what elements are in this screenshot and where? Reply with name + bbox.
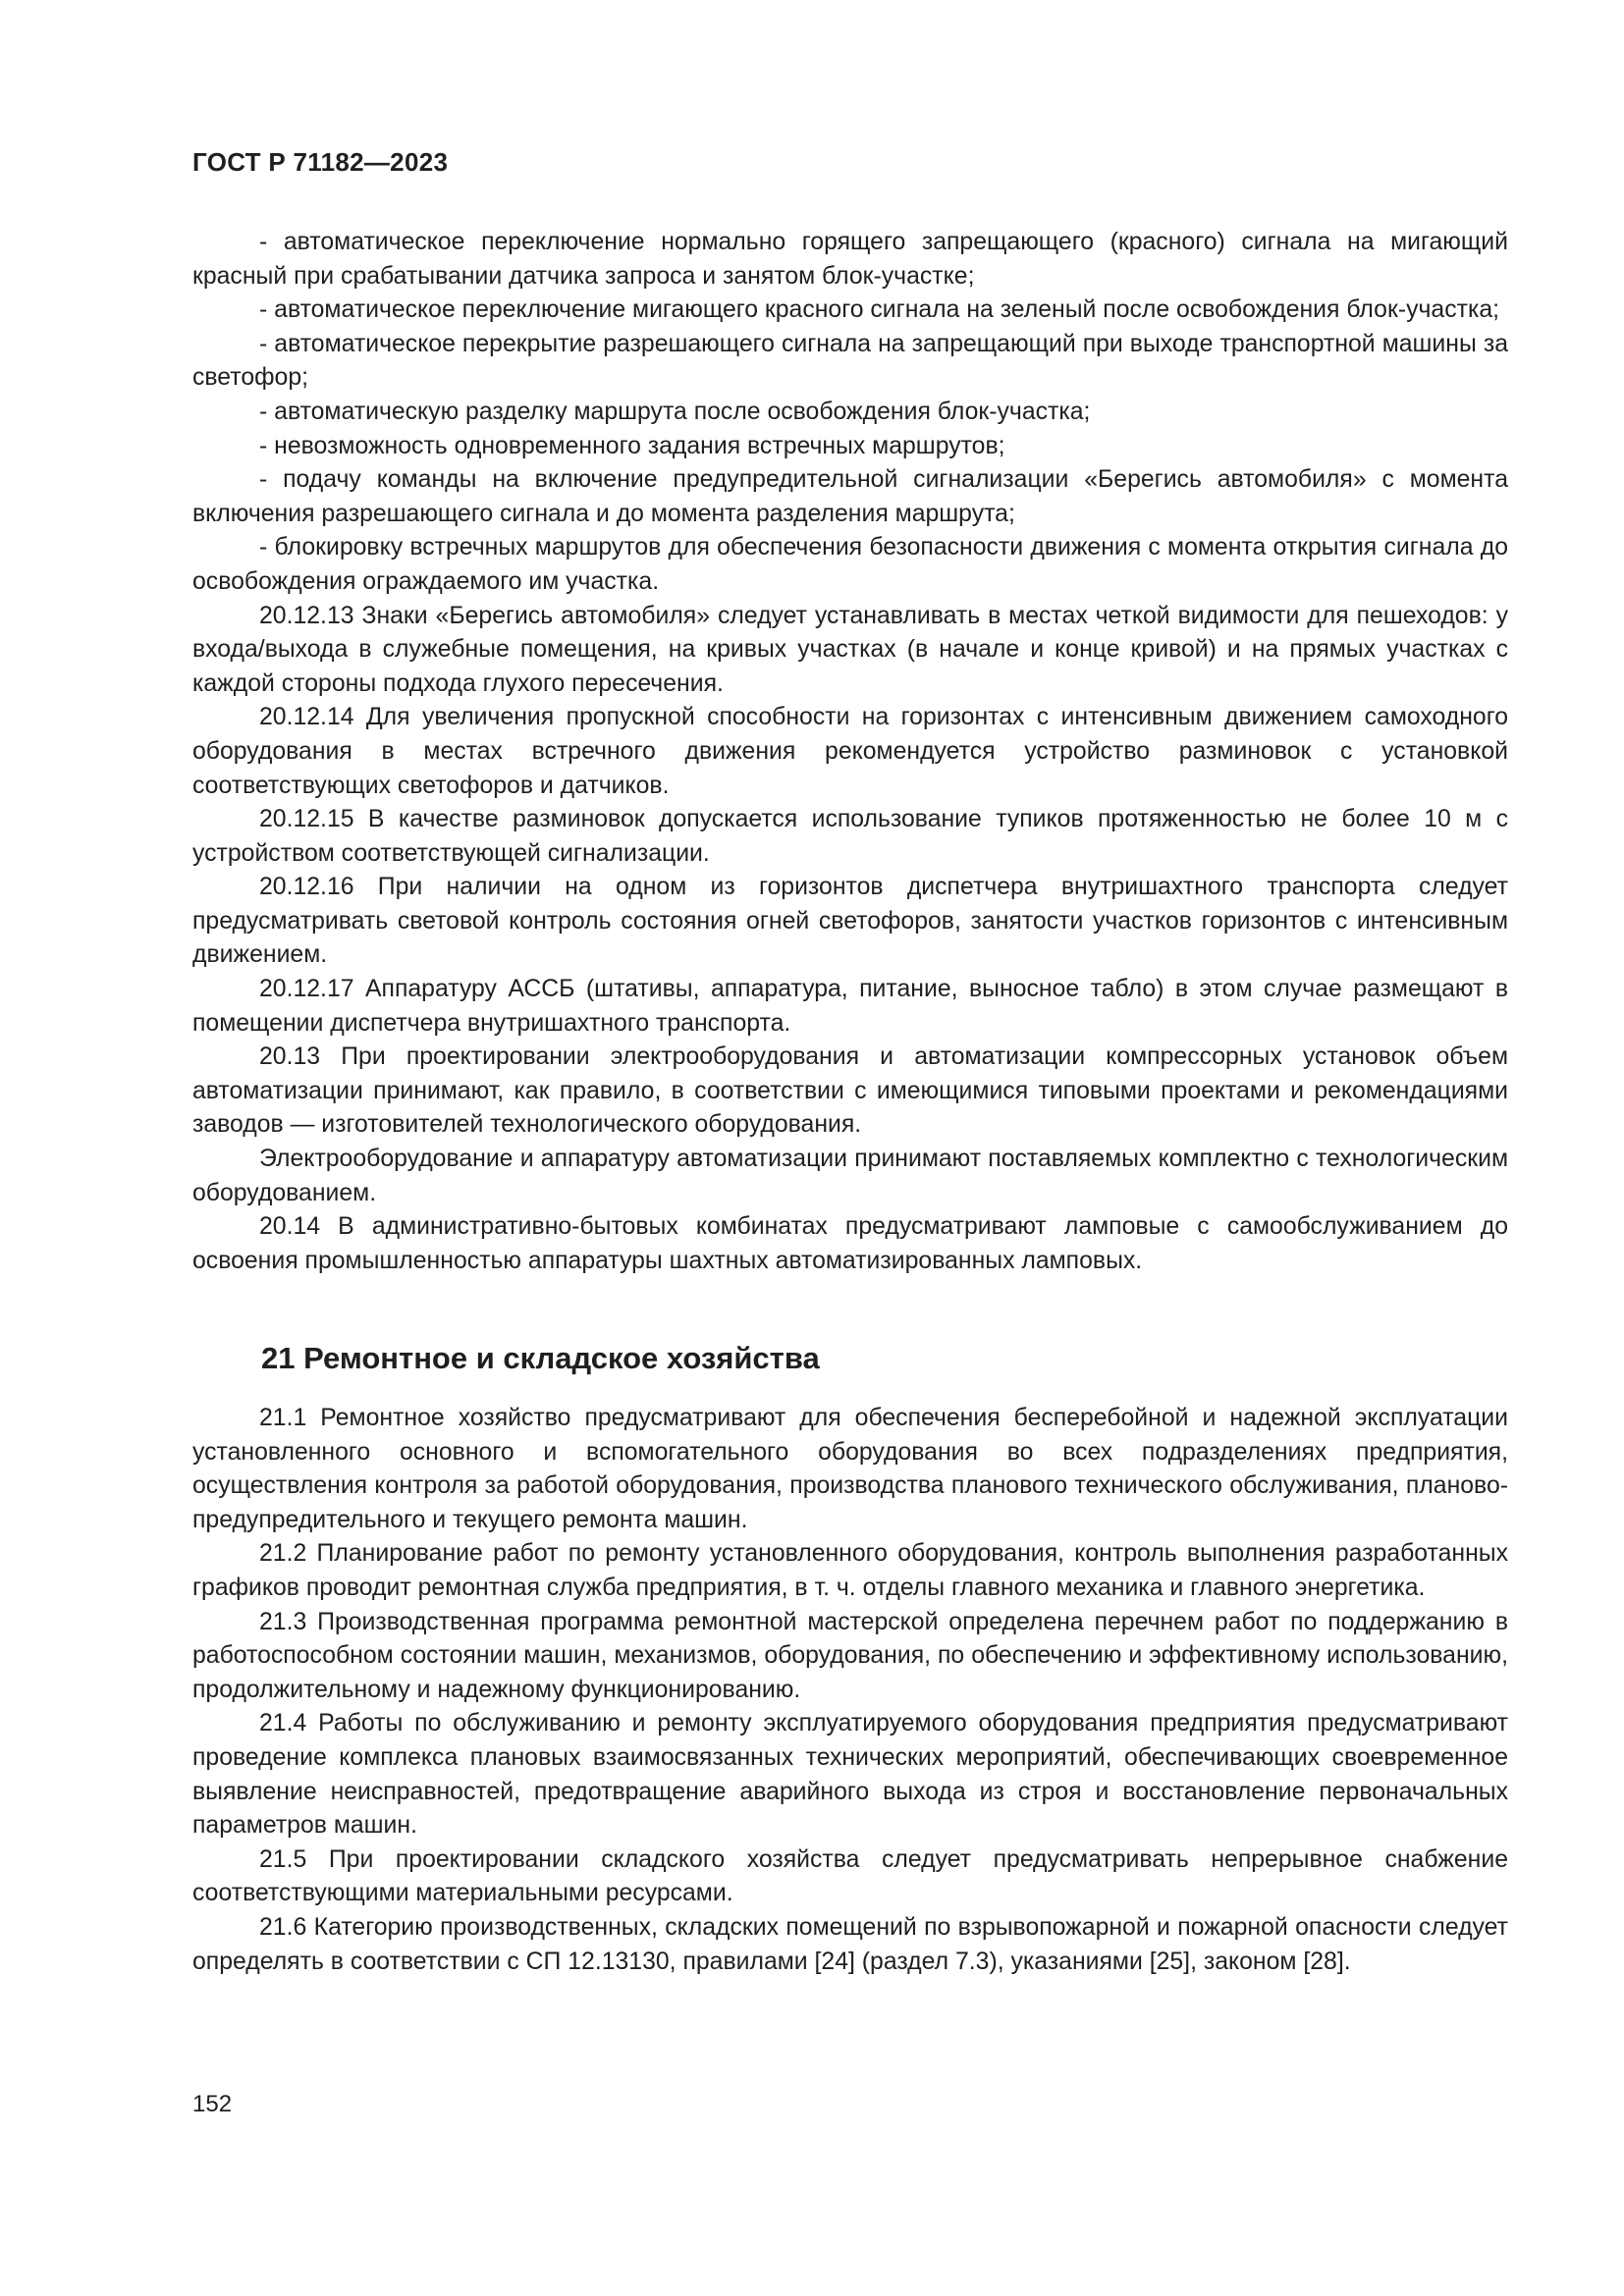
paragraph: - подачу команды на включение предупредительной сигнализации «Берегись автомобиля» с момента включения разрешающего сигнала и до момента разделения маршрута; [192,466,1508,527]
paragraph: 20.12.13 Знаки «Берегись автомобиля» следует устанавливать в местах четкой видимости для пешеходов: у входа/выхода в служебные помещения, на кривых участках (в начале и конце кривой) и на прямых участках с каждой стороны подхода глухого пересечения. [192,602,1508,697]
page-number: 152 [192,2091,233,2117]
paragraph: 20.12.17 Аппаратуру АССБ (штативы, аппаратура, питание, выносное табло) в этом случае размещают в помещении диспетчера внутришахтного транспорта. [192,976,1508,1037]
body-text-top [192,226,1508,1278]
paragraph: 21.4 Работы по обслуживанию и ремонту эксплуатируемого оборудования предприятия предусматривают проведение комплекса плановых взаимосвязанных технических мероприятий, обеспечивающих своевременное выявление неисправностей, предотвращение аварийного выхода из строя и восстановление первоначальных параметров машин. [192,1710,1508,1840]
paragraph: 20.13 При проектировании электрооборудования и автоматизации компрессорных установок объем автоматизации принимают, как правило, в соответствии с имеющимися типовыми проектами и рекомендациями заводов — изготовителей технологического оборудования. [192,1043,1508,1139]
paragraph: 20.12.14 Для увеличения пропускной способности на горизонтах с интенсивным движением самоходного оборудования в местах встречного движения рекомендуется устройство разминовок с установкой соответствующих светофоров и датчиков. [192,704,1508,799]
paragraph: 21.5 При проектировании складского хозяйства следует предусматривать непрерывное снабжение соответствующими материальными ресурсами. [192,1845,1508,1907]
paragraph: - невозможность одновременного задания встречных маршрутов; [259,432,1005,459]
paragraph: 20.12.16 При наличии на одном из горизонтов диспетчера внутришахтного транспорта следует предусматривать световой контроль состояния огней светофоров, занятости участков горизонтов с интенсивным движением. [192,874,1508,969]
paragraph: Электрооборудование и аппаратуру автоматизации принимают поставляемых комплектно с технологическим оборудованием. [192,1146,1508,1206]
paragraph: - автоматическое перекрытие разрешающего сигнала на запрещающий при выходе транспортной машины за светофор; [192,330,1508,392]
paragraph: - автоматическое переключение мигающего красного сигнала на зеленый после освобождения блок-участка; [259,296,1500,324]
paragraph: 21.3 Производственная программа ремонтной мастерской определена перечнем работ по поддержанию в работоспособном состоянии машин, механизмов, оборудования, по обеспечению и эффективному использованию, продолжительному и надежному функционированию. [192,1608,1508,1703]
paragraph: 21.1 Ремонтное хозяйство предусматривают для обеспечения бесперебойной и надежной эксплуатации установленного основного и вспомогательного оборудования во всех подразделениях предприятия, осуществления контроля за работой оборудования, производства планового технического обслуживания, планово-предупредительного и текущего ремонта машин. [192,1405,1508,1533]
body-text-bottom [192,1402,1508,1979]
paragraph: 20.12.15 В качестве разминовок допускается использование тупиков протяженностью не более 10 м с устройством соответствующей сигнализации. [192,806,1508,867]
paragraph: 21.2 Планирование работ по ремонту установленного оборудования, контроль выполнения разработанных графиков проводит ремонтная служба предприятия, в т. ч. отделы главного механика и главного энергетика. [192,1540,1508,1601]
paragraph: 21.6 Категорию производственных, складских помещений по взрывопожарной и пожарной опасности следует определять в соответствии с СП 12.13130, правилами [24] (раздел 7.3), указаниями [25], законом [28]. [192,1913,1508,1975]
paragraph: - автоматическое переключение нормально горящего запрещающего (красного) сигнала на мигающий красный при срабатывании датчика запроса и занятом блок-участке; [192,229,1508,290]
paragraph: - автоматическую разделку маршрута после освобождения блок-участка; [259,398,1091,425]
paragraph: - блокировку встречных маршрутов для обеспечения безопасности движения с момента открытия сигнала до освобождения ограждаемого им участка. [192,534,1508,595]
paragraph: 20.14 В административно-бытовых комбинатах предусматривают ламповые с самообслуживанием до освоения промышленностью аппаратуры шахтных автоматизированных ламповых. [192,1213,1508,1274]
document-code-header: ГОСТ Р 71182—2023 [192,147,449,177]
section-heading: 21 Ремонтное и складское хозяйства [261,1341,820,1375]
